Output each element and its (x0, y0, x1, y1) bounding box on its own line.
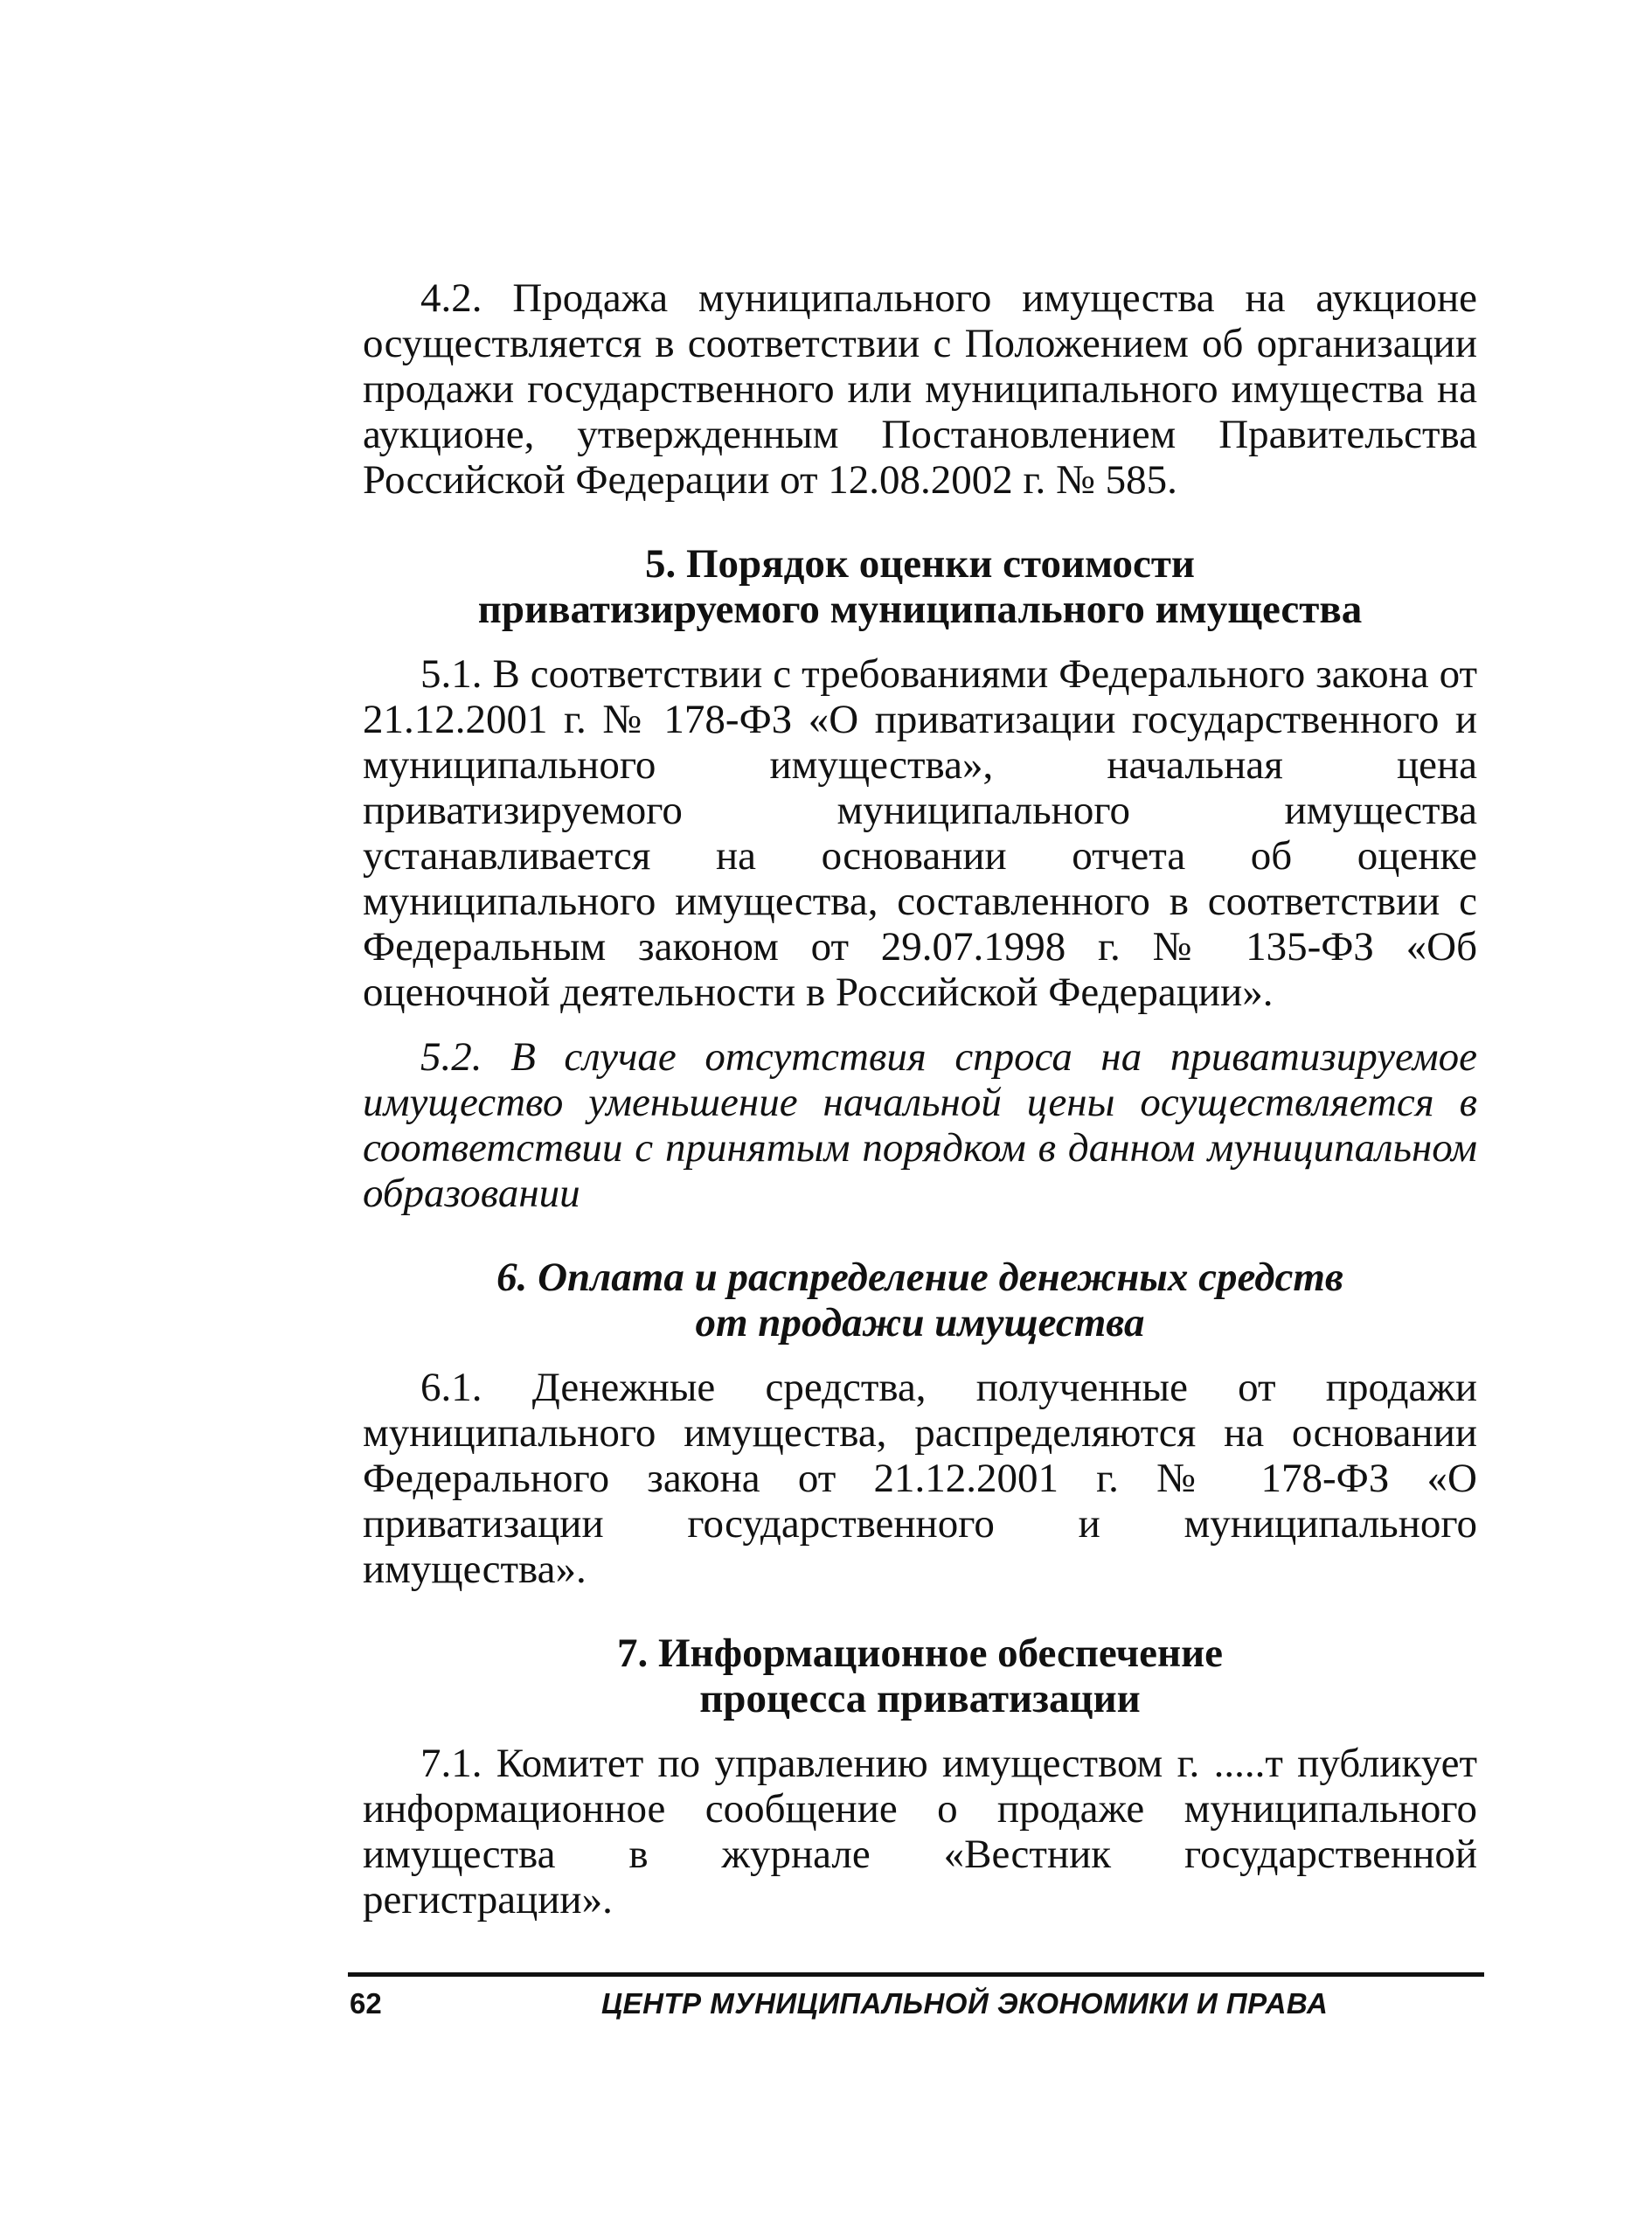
section-7-heading (363, 1631, 1477, 1721)
section-5-heading (363, 541, 1477, 632)
page-footer (348, 1972, 1484, 2026)
page-number: 62 (350, 1987, 382, 2020)
section-6-heading-line-1: 6. Оплата и распределение денежных средств (496, 1255, 1343, 1300)
footer-divider (348, 1972, 1484, 1977)
paragraph-7-1: 7.1. Комитет по управлению имуществом г. .....т публикует информационное сообщение о продаже муниципального имущества в журнале «Вестник государственной регистрации». (363, 1741, 1477, 1923)
publisher-name: ЦЕНТР МУНИЦИПАЛЬНОЙ ЭКОНОМИКИ И ПРАВА (601, 1987, 1329, 2020)
section-7-heading-line-1: 7. Информационное обеспечение (616, 1631, 1224, 1676)
section-5-heading-line-2: приватизируемого муниципального имущества (477, 587, 1363, 632)
paragraph-4-2: 4.2. Продажа муниципального имущества на аукционе осуществляется в соответствии с Положением об организации продажи государственного или муниципального имущества на аукционе, утвержденным Постановлением Правительства Российской Федерации от 12.08.2002 г. № 585. (363, 275, 1477, 503)
section-6-heading (363, 1255, 1477, 1345)
document-body (363, 275, 1477, 1923)
section-6-heading-line-2: от продажи имущества (695, 1300, 1145, 1345)
paragraph-6-1: 6.1. Денежные средства, полученные от продажи муниципального имущества, распределяются на основании Федерального закона от 21.12.2001 г. № 178-ФЗ «О приватизации государственного и муниципального имущества». (363, 1365, 1477, 1592)
footer-row (348, 1982, 1484, 2026)
paragraph-5-2: 5.2. В случае отсутствия спроса на приватизируемое имущество уменьшение начальной цены осуществляется в соответствии с принятым порядком в данном муниципальном образовании (363, 1034, 1477, 1216)
section-7-heading-line-2: процесса приватизации (699, 1676, 1141, 1721)
section-5-heading-line-1: 5. Порядок оценки стоимости (645, 541, 1195, 587)
paragraph-5-1: 5.1. В соответствии с требованиями Федерального закона от 21.12.2001 г. № 178-ФЗ «О приватизации государственного и муниципального имущества», начальная цена приватизируемого муниципального имущества устанавливается на основании отчета об оценке муниципального имущества, составленного в соответствии с Федеральным законом от 29.07.1998 г. № 135-ФЗ «Об оценочной деятельности в Российской Федерации». (363, 651, 1477, 1015)
